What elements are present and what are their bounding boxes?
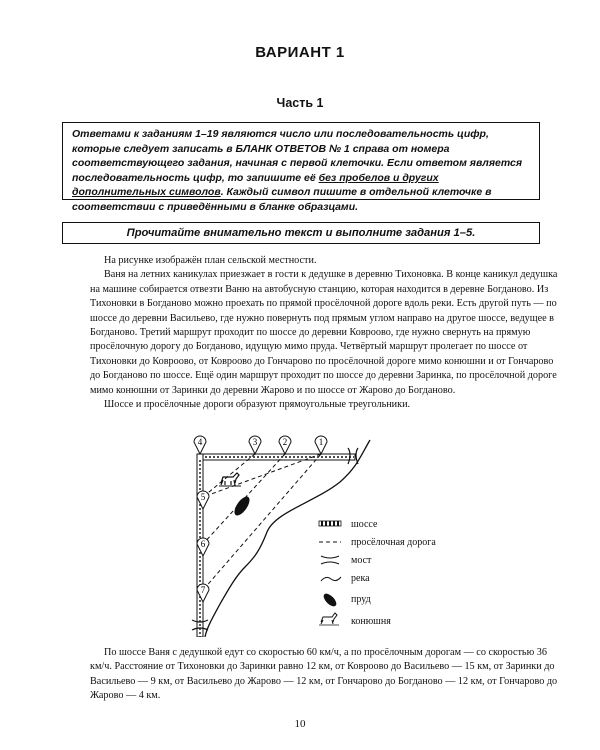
text-paragraph-3: Шоссе и просёлочные дороги образуют прямоугольные треугольники. (104, 399, 411, 411)
legend-label: просёлочная дорога (351, 537, 436, 548)
marker-3 (249, 436, 261, 454)
instruction-text: Ответами к заданиям 1–19 являются число или последовательность цифр, которые следует записать в БЛАНК ОТВЕТОВ № 1 справа от номера соответствующего задания, начиная с первой клеточки. Если ответом является последовательность цифр, то запишите её (72, 128, 523, 184)
read-task-box: Прочитайте внимательно текст и выполните задания 1–5. (62, 222, 540, 244)
page-number: 10 (294, 718, 306, 730)
conditions-paragraph: По шоссе Ваня с дедушкой едут со скоростью 60 км/ч, а по просёлочным дорогам — со скоростью 36 км/ч. Расстояние от Тихоновки до Заринки равно 12 км, от Ковроово до Васильево — 15 км, от Заринки до Васильево — 9 км, от Васильево до Жарово — 12 км, от Гончарово до Богданово — 12 км, от Гончарово до Жарово — 4 км. (90, 647, 558, 702)
task-text (90, 254, 560, 412)
legend-label: конюшня (351, 616, 391, 627)
legend-label: мост (351, 555, 372, 566)
svg-text:4: 4 (197, 437, 203, 447)
bridge-icon (321, 556, 339, 564)
legend-label: пруд (351, 594, 371, 605)
pond (232, 494, 253, 518)
svg-text:6: 6 (200, 539, 206, 549)
svg-text:2: 2 (282, 437, 288, 447)
village-map (185, 432, 445, 637)
marker-4 (194, 436, 206, 454)
river-icon (321, 577, 341, 581)
svg-text:3: 3 (252, 437, 258, 447)
highways (197, 454, 355, 637)
legend-highway (319, 519, 378, 530)
svg-text:5: 5 (200, 492, 206, 502)
svg-text:1: 1 (318, 437, 324, 447)
legend-label: река (351, 573, 370, 584)
marker-2 (279, 436, 291, 454)
pond-icon (322, 592, 339, 609)
text-paragraph-2: Ваня на летних каникулах приезжает в гости к дедушке в деревню Тихоновка. В конце каникул дедушка на машине собирается отвезти Ваню на автобусную станцию, которая находится в деревне Богданово. Из Тихоновки в Богданово можно проехать по прямой просёлочной дороге вдоль реки. Есть другой путь — по шоссе до деревни Васильево, где нужно повернуть под прямым углом направо на другое шоссе, ведущее в Богданово. Третий маршрут проходит по шоссе до деревни Ковроово, где нужно свернуть на прямую просёлочную дорогу до Богданово, идущую мимо пруда. Четвёртый маршрут пролегает по шоссе от Тихоновки до Ковроово, от Ковроово до Гончарово по просёлочной дороге мимо конюшни и от Гончарово до Богданово по шоссе. Ещё один маршрут проходит по шоссе до деревни Заринка, по просёлочной дороге мимо конюшни от Заринки до деревни Жарово и по шоссе от Жарово до Богданово. (90, 269, 558, 396)
variant-title: ВАРИАНТ 1 (255, 44, 345, 61)
text-paragraph-1: На рисунке изображён план сельской местности. (104, 255, 317, 266)
dirt-road-tikhonovka-bogdanovo (200, 454, 321, 590)
highway-icon (319, 521, 341, 526)
map-legend (319, 519, 436, 627)
instruction-text-end: . Каждый символ пишите в отдельной клеточке в соответствии с приведёнными в бланке образцами. (72, 186, 492, 213)
marker-1 (315, 436, 327, 454)
svg-text:7: 7 (200, 585, 206, 595)
dirt-roads (200, 454, 321, 590)
legend-dirt-road (319, 537, 436, 548)
stable-icon (319, 613, 339, 625)
stable (219, 473, 241, 486)
conditions-text (90, 646, 560, 704)
legend-stable (319, 613, 391, 627)
legend-pond (322, 592, 371, 609)
instruction-box (62, 122, 540, 213)
legend-bridge (321, 555, 372, 566)
legend-label: шоссе (351, 519, 378, 530)
instruction-underlined-text: без пробелов и других дополнительных символов (72, 171, 439, 199)
part-title: Часть 1 (276, 96, 324, 110)
legend-river (321, 573, 370, 584)
river (205, 440, 370, 637)
